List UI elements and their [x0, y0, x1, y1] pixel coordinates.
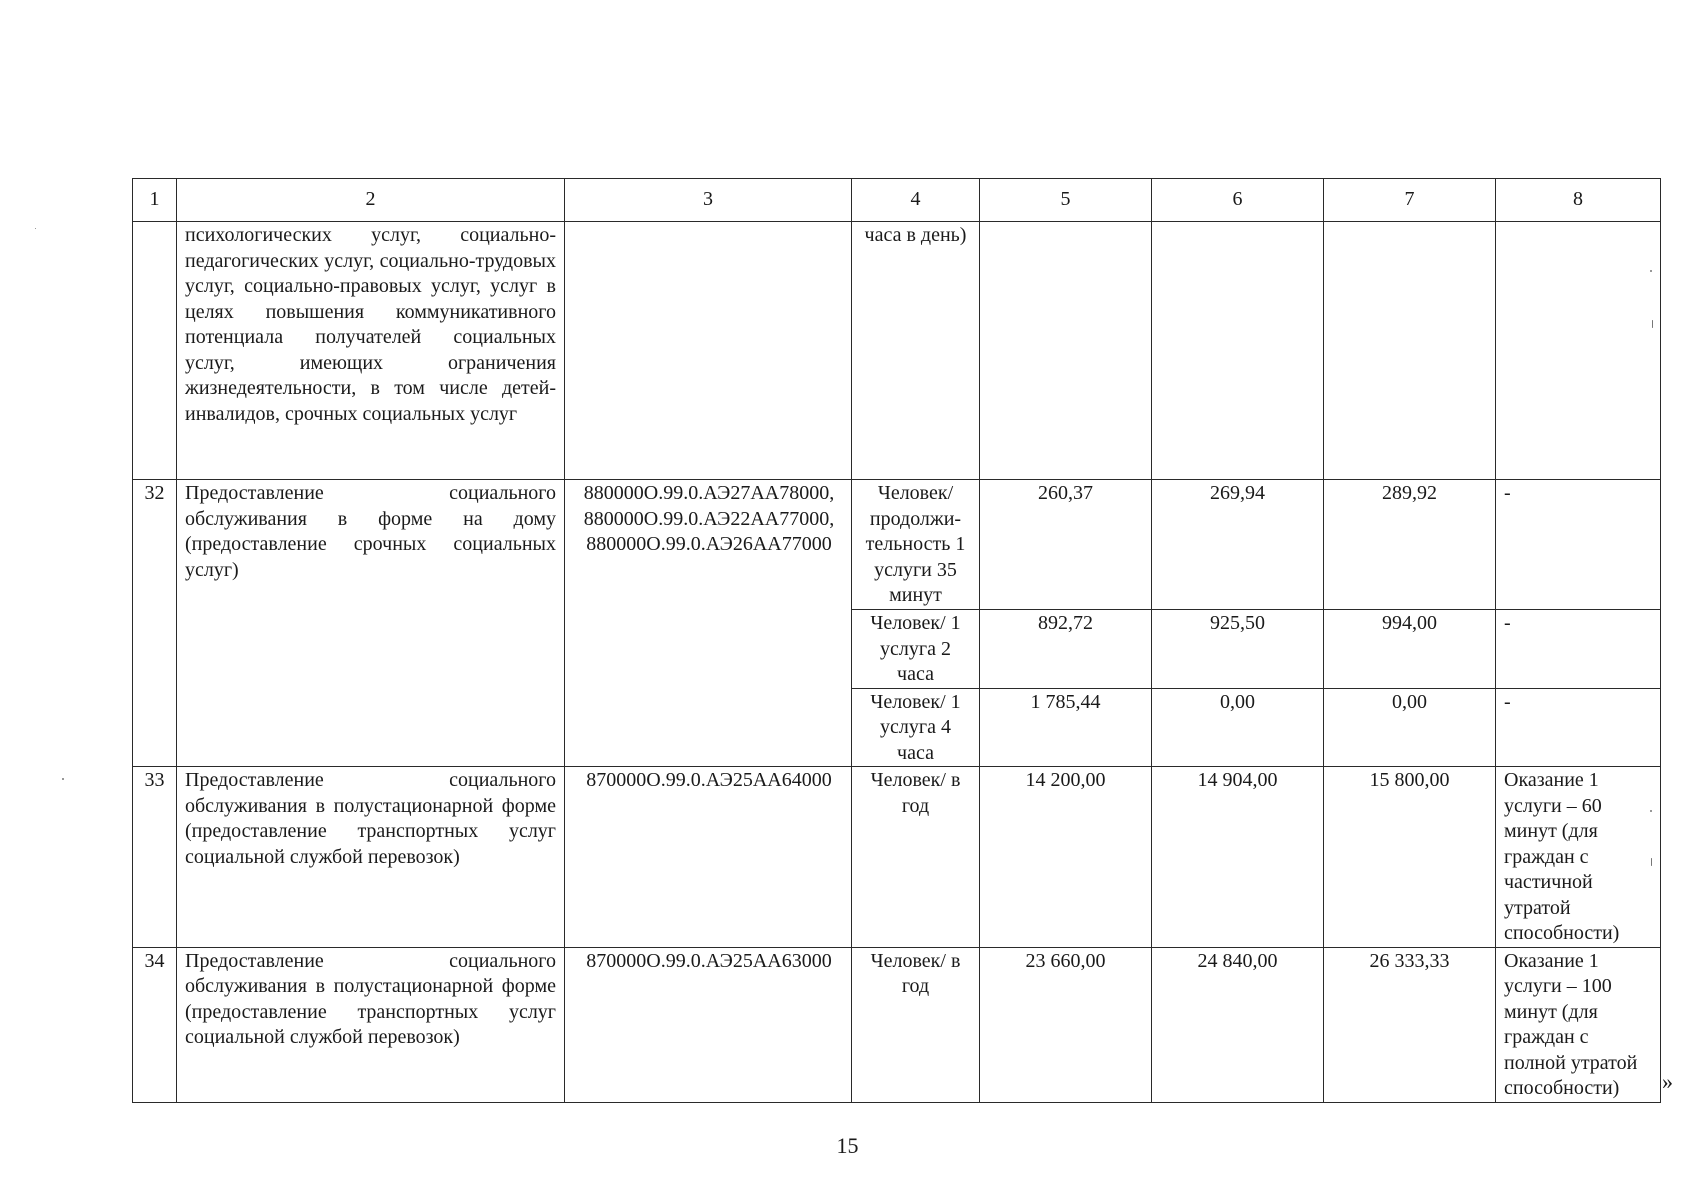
closing-quote-mark: » [1662, 1069, 1673, 1094]
table-row [133, 767, 1661, 948]
note: - [1496, 480, 1661, 610]
unit-of-measure: часа в день) [852, 222, 980, 480]
note: - [1496, 688, 1661, 767]
table-row [133, 947, 1661, 1102]
unit-of-measure: Человек/ продолжи-тельность 1 услуги 35 минут [852, 480, 980, 610]
table-row [133, 480, 1661, 610]
value-col5 [980, 222, 1152, 480]
row-number [133, 222, 177, 480]
registry-code: 870000О.99.0.АЭ25АА63000 [565, 947, 852, 1102]
value-col5: 1 785,44 [980, 688, 1152, 767]
value-col7: 26 333,33 [1324, 947, 1496, 1102]
registry-code: 880000О.99.0.АЭ27АА78000, 880000О.99.0.АЭ22АА77000, 880000О.99.0.АЭ26АА77000 [565, 480, 852, 767]
scan-speck [1652, 320, 1653, 328]
page-number: 15 [836, 1133, 859, 1158]
services-table [132, 178, 1661, 1103]
value-col7 [1324, 222, 1496, 480]
unit-of-measure: Человек/ 1 услуга 2 часа [852, 610, 980, 689]
service-name: Предоставление социального обслуживания в полустационарной форме (предоставление транспортных услуг социальной службой перевозок) [177, 767, 565, 948]
service-name: Предоставление социального обслуживания в форме на дому (предоставление срочных социальных услуг) [177, 480, 565, 767]
service-name: психологических услуг, социально-педагогических услуг, социально-трудовых услуг, социально-правовых услуг, услуг в целях повышения коммуникативного потенциала получателей социальных услуг, имеющих ограничения жизнедеятельности, в том числе детей-инвалидов, срочных социальных услуг [177, 222, 565, 480]
value-col7: 15 800,00 [1324, 767, 1496, 948]
header-cell: 3 [565, 179, 852, 222]
value-col5: 23 660,00 [980, 947, 1152, 1102]
scan-speck [1650, 810, 1652, 812]
value-col5: 892,72 [980, 610, 1152, 689]
note [1496, 222, 1661, 480]
table-row [133, 222, 1661, 480]
scan-speck [62, 778, 64, 780]
value-col6: 925,50 [1152, 610, 1324, 689]
value-col7: 289,92 [1324, 480, 1496, 610]
row-number: 32 [133, 480, 177, 767]
scan-speck [1650, 270, 1652, 272]
header-cell: 5 [980, 179, 1152, 222]
value-col6: 14 904,00 [1152, 767, 1324, 948]
value-col7: 994,00 [1324, 610, 1496, 689]
service-name: Предоставление социального обслуживания в полустационарной форме (предоставление транспортных услуг социальной службой перевозок) [177, 947, 565, 1102]
value-col6: 24 840,00 [1152, 947, 1324, 1102]
value-col5: 14 200,00 [980, 767, 1152, 948]
scan-speck [1651, 858, 1652, 866]
header-cell: 1 [133, 179, 177, 222]
unit-of-measure: Человек/ в год [852, 947, 980, 1102]
note: Оказание 1 услуги – 60 минут (для граждан с частичной утратой способности) [1496, 767, 1661, 948]
value-col7: 0,00 [1324, 688, 1496, 767]
value-col6 [1152, 222, 1324, 480]
header-cell: 2 [177, 179, 565, 222]
header-row [133, 179, 1661, 222]
header-cell: 8 [1496, 179, 1661, 222]
note: - [1496, 610, 1661, 689]
registry-code [565, 222, 852, 480]
note: Оказание 1 услуги – 100 минут (для граждан с полной утратой способности) [1496, 947, 1661, 1102]
value-col5: 260,37 [980, 480, 1152, 610]
row-number: 33 [133, 767, 177, 948]
header-cell: 7 [1324, 179, 1496, 222]
header-cell: 6 [1152, 179, 1324, 222]
value-col6: 0,00 [1152, 688, 1324, 767]
registry-code: 870000О.99.0.АЭ25АА64000 [565, 767, 852, 948]
unit-of-measure: Человек/ 1 услуга 4 часа [852, 688, 980, 767]
unit-of-measure: Человек/ в год [852, 767, 980, 948]
value-col6: 269,94 [1152, 480, 1324, 610]
row-number: 34 [133, 947, 177, 1102]
scan-speck [35, 228, 36, 229]
header-cell: 4 [852, 179, 980, 222]
